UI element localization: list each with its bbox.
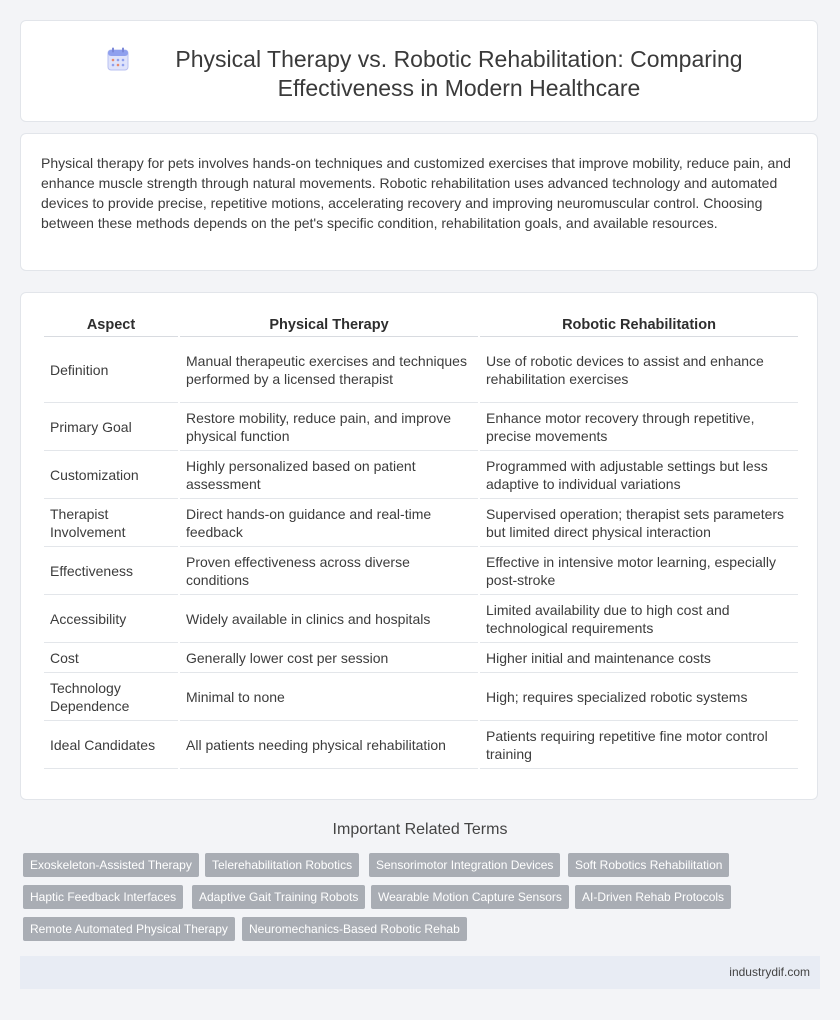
related-term-chip[interactable]: Neuromechanics-Based Robotic Rehab bbox=[242, 917, 467, 941]
row-physical-therapy: Highly personalized based on patient assessment bbox=[180, 451, 478, 499]
row-robotic-rehabilitation: Supervised operation; therapist sets parameters but limited direct physical interaction bbox=[480, 499, 798, 547]
row-aspect: Customization bbox=[44, 451, 178, 499]
page-title: Physical Therapy vs. Robotic Rehabilitation: Comparing Effectiveness in Modern Healthcare bbox=[175, 46, 743, 101]
row-robotic-rehabilitation: High; requires specialized robotic systems bbox=[480, 673, 798, 721]
row-robotic-rehabilitation: Limited availability due to high cost and technological requirements bbox=[480, 595, 798, 643]
row-aspect: Ideal Candidates bbox=[44, 721, 178, 769]
related-term-chip[interactable]: Sensorimotor Integration Devices bbox=[369, 853, 560, 877]
row-physical-therapy: Proven effectiveness across diverse conditions bbox=[180, 547, 478, 595]
row-physical-therapy: Widely available in clinics and hospitals bbox=[180, 595, 478, 643]
table-row bbox=[44, 499, 798, 547]
intro-card bbox=[20, 133, 818, 271]
row-physical-therapy: Direct hands-on guidance and real-time feedback bbox=[180, 499, 478, 547]
related-term-chip[interactable]: Remote Automated Physical Therapy bbox=[23, 917, 235, 941]
row-robotic-rehabilitation: Patients requiring repetitive fine motor control training bbox=[480, 721, 798, 769]
row-physical-therapy: All patients needing physical rehabilitation bbox=[180, 721, 478, 769]
row-aspect: Therapist Involvement bbox=[44, 499, 178, 547]
table-row bbox=[44, 643, 798, 673]
row-physical-therapy: Restore mobility, reduce pain, and improve physical function bbox=[180, 403, 478, 451]
column-header-robotic-rehabilitation: Robotic Rehabilitation bbox=[480, 314, 798, 337]
footer-site-link[interactable]: industrydif.com bbox=[729, 965, 810, 979]
column-header-aspect: Aspect bbox=[44, 314, 178, 337]
table-row bbox=[44, 403, 798, 451]
related-terms-heading: Important Related Terms bbox=[332, 821, 508, 838]
table-row bbox=[44, 721, 798, 769]
calendar-icon bbox=[107, 47, 129, 71]
related-term-chip[interactable]: Telerehabilitation Robotics bbox=[205, 853, 359, 877]
intro-paragraph: Physical therapy for pets involves hands-on techniques and customized exercises that improve mobility, reduce pain, and enhance muscle strength through natural movements. Robotic rehabilitation uses advanced technology and automated devices to provide precise, repetitive motions, accelerating recovery and improving neuromuscular control. Choosing between these methods depends on the pet's specific condition, rehabilitation goals, and available resources. bbox=[41, 155, 791, 231]
row-aspect: Accessibility bbox=[44, 595, 178, 643]
row-aspect: Effectiveness bbox=[44, 547, 178, 595]
row-robotic-rehabilitation: Use of robotic devices to assist and enhance rehabilitation exercises bbox=[480, 337, 798, 403]
row-aspect: Primary Goal bbox=[44, 403, 178, 451]
related-term-chip[interactable]: Exoskeleton-Assisted Therapy bbox=[23, 853, 199, 877]
table-row bbox=[44, 337, 798, 403]
related-term-chip[interactable]: Adaptive Gait Training Robots bbox=[192, 885, 365, 909]
row-aspect: Technology Dependence bbox=[44, 673, 178, 721]
footer bbox=[20, 956, 820, 989]
table-row bbox=[44, 547, 798, 595]
related-term-chip[interactable]: Soft Robotics Rehabilitation bbox=[568, 853, 729, 877]
column-header-physical-therapy: Physical Therapy bbox=[180, 314, 478, 337]
row-physical-therapy: Generally lower cost per session bbox=[180, 643, 478, 673]
row-aspect: Cost bbox=[44, 643, 178, 673]
table-row bbox=[44, 595, 798, 643]
comparison-table bbox=[42, 314, 800, 769]
related-term-chip[interactable]: Wearable Motion Capture Sensors bbox=[371, 885, 569, 909]
row-robotic-rehabilitation: Higher initial and maintenance costs bbox=[480, 643, 798, 673]
table-row bbox=[44, 673, 798, 721]
row-aspect: Definition bbox=[44, 337, 178, 403]
row-physical-therapy: Minimal to none bbox=[180, 673, 478, 721]
row-robotic-rehabilitation: Programmed with adjustable settings but less adaptive to individual variations bbox=[480, 451, 798, 499]
table-row bbox=[44, 451, 798, 499]
comparison-table-card bbox=[20, 292, 818, 800]
row-physical-therapy: Manual therapeutic exercises and techniques performed by a licensed therapist bbox=[180, 337, 478, 403]
row-robotic-rehabilitation: Enhance motor recovery through repetitive, precise movements bbox=[480, 403, 798, 451]
related-term-chip[interactable]: Haptic Feedback Interfaces bbox=[23, 885, 183, 909]
row-robotic-rehabilitation: Effective in intensive motor learning, especially post-stroke bbox=[480, 547, 798, 595]
related-term-chip[interactable]: AI-Driven Rehab Protocols bbox=[575, 885, 731, 909]
title-card bbox=[20, 20, 818, 122]
